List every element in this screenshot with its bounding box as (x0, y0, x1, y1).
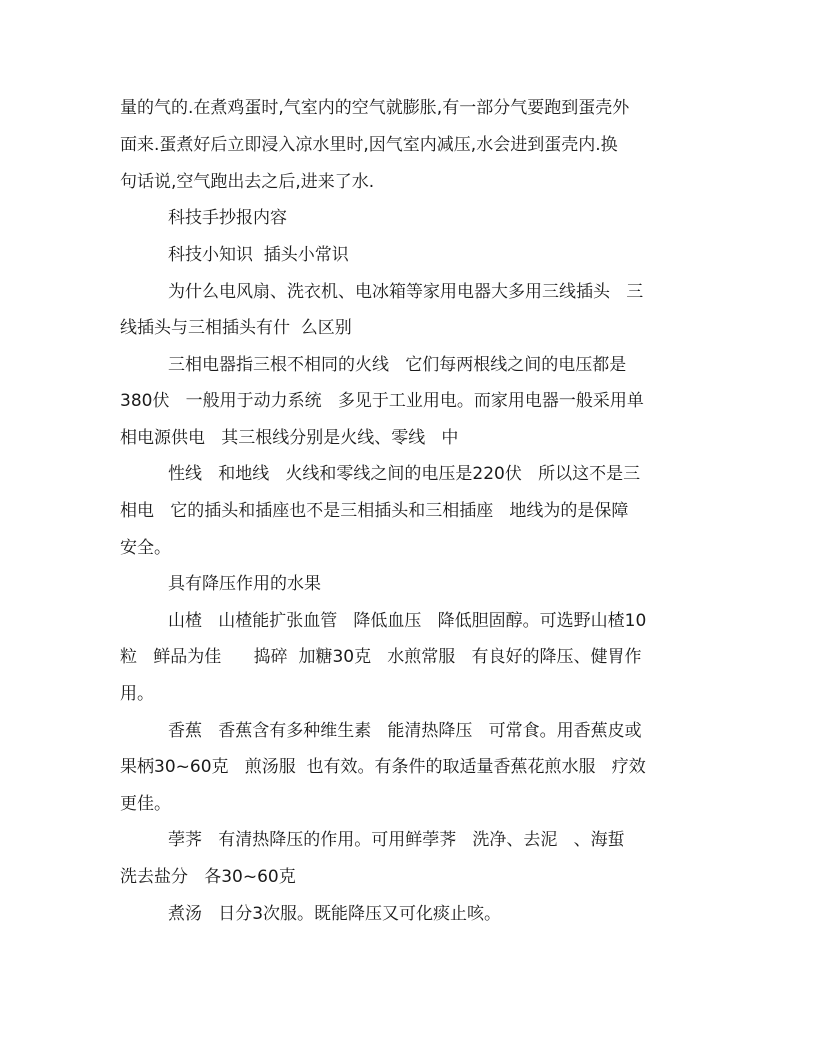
paragraph-line: 安全。 (120, 538, 171, 558)
paragraph-line: 三相电器指三根不相同的火线 它们每两根线之间的电压都是 (168, 355, 627, 375)
paragraph-line: 山楂 山楂能扩张血管 降低血压 降低胆固醇。可选野山楂10 (168, 611, 647, 631)
paragraph-line: 句话说,空气跑出去之后,进来了水. (120, 172, 375, 192)
paragraph-line: 荸荠 有清热降压的作用。可用鲜荸荠 洗净、去泥 、海蜇 (168, 830, 625, 850)
paragraph-line: 面来.蛋煮好后立即浸入凉水里时,因气室内减压,水会进到蛋壳内.换 (120, 135, 618, 155)
section-heading: 科技手抄报内容 (168, 208, 287, 228)
section-heading: 具有降压作用的水果 (168, 574, 321, 594)
paragraph-line: 量的气的.在煮鸡蛋时,气室内的空气就膨胀,有一部分气要跑到蛋壳外 (120, 98, 630, 118)
paragraph-line: 相电 它的插头和插座也不是三相插头和三相插座 地线为的是保障 (120, 501, 629, 521)
paragraph-line: 用。 (120, 684, 154, 704)
paragraph-line: 粒 鲜品为佳 捣碎 加糖30克 水煎常服 有良好的降压、健胃作 (120, 647, 642, 667)
paragraph-line: 线插头与三相插头有什 么区别 (120, 318, 352, 338)
section-heading: 科技小知识 插头小常识 (168, 245, 349, 265)
paragraph-line: 380伏 一般用于动力系统 多见于工业用电。而家用电器一般采用单 (120, 391, 644, 411)
paragraph-line: 洗去盐分 各30~60克 (120, 867, 296, 887)
paragraph-line: 相电源供电 其三根线分别是火线、零线 中 (120, 428, 459, 448)
paragraph-line: 为什么电风扇、洗衣机、电冰箱等家用电器大多用三线插头 三 (168, 282, 644, 302)
paragraph-line: 性线 和地线 火线和零线之间的电压是220伏 所以这不是三 (168, 464, 641, 484)
paragraph-line: 煮汤 日分3次服。既能降压又可化痰止咳。 (168, 904, 502, 924)
paragraph-line: 果柄30~60克 煎汤服 也有效。有条件的取适量香蕉花煎水服 疗效 (120, 757, 646, 777)
paragraph-line: 更佳。 (120, 794, 171, 814)
paragraph-line: 香蕉 香蕉含有多种维生素 能清热降压 可常食。用香蕉皮或 (168, 721, 642, 741)
